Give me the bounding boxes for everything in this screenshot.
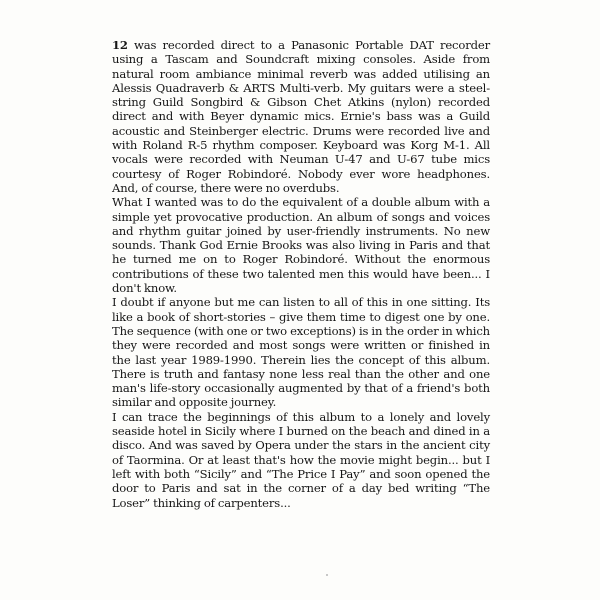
paragraph-text: was recorded direct to a Panasonic Portable DAT recorder using a Tascam and Soundcraft mixing consoles. Aside from natural room ambiance minimal reverb was added utilising an Alessis Quadraverb & ARTS Multi-verb. My guitars were a steel-string Guild Songbird & Gibson Chet Atkins (nylon) recorded direct and with Beyer dynamic mics. Ernie's bass was a Guild acoustic and Steinberger electric. Drums were recorded live and with Roland R-5 rhythm composer. Keyboard was Korg M-1. All vocals were recorded with Neuman U-47 and U-67 tube mics courtesy of Roger Robindoré. Nobody ever wore headphones. And, of course, there were no overdubs. <box>112 38 490 195</box>
paragraph-recording-details <box>112 38 490 195</box>
paragraph-intent: What I wanted was to do the equivalent of a double album with a simple yet provocative production. An album of songs and voices and rhythm guitar joined by user-friendly instruments. No new sounds. Thank God Ernie Brooks was also living in Paris and that he turned me on to Roger Robindoré. Without the enormous contributions of these two talented men this would have been... I don't know. <box>112 195 490 296</box>
album-number: 12 <box>112 38 128 52</box>
paper-speck <box>326 574 328 576</box>
paragraph-listening: I doubt if anyone but me can listen to all of this in one sitting. Its like a book of short-stories – give them time to digest one by one. The sequence (with one or two exceptions) is in the order in which they were recorded and most songs were written or finished in the last year 1989-1990. Therein lies the concept of this album. There is truth and fantasy none less real than the other and one man's life-story occasionally augmented by that of a friend's both similar and opposite journey. <box>112 295 490 410</box>
liner-notes-text <box>112 38 490 510</box>
paragraph-origins: I can trace the beginnings of this album to a lonely and lovely seaside hotel in Sicily where I burned on the beach and dined in a disco. And was saved by Opera under the stars in the ancient city of Taormina. Or at least that's how the movie might begin... but I left with both “Sicily” and “The Price I Pay” and soon opened the door to Paris and sat in the corner of a day bed writing “The Loser” thinking of carpenters... <box>112 409 490 510</box>
